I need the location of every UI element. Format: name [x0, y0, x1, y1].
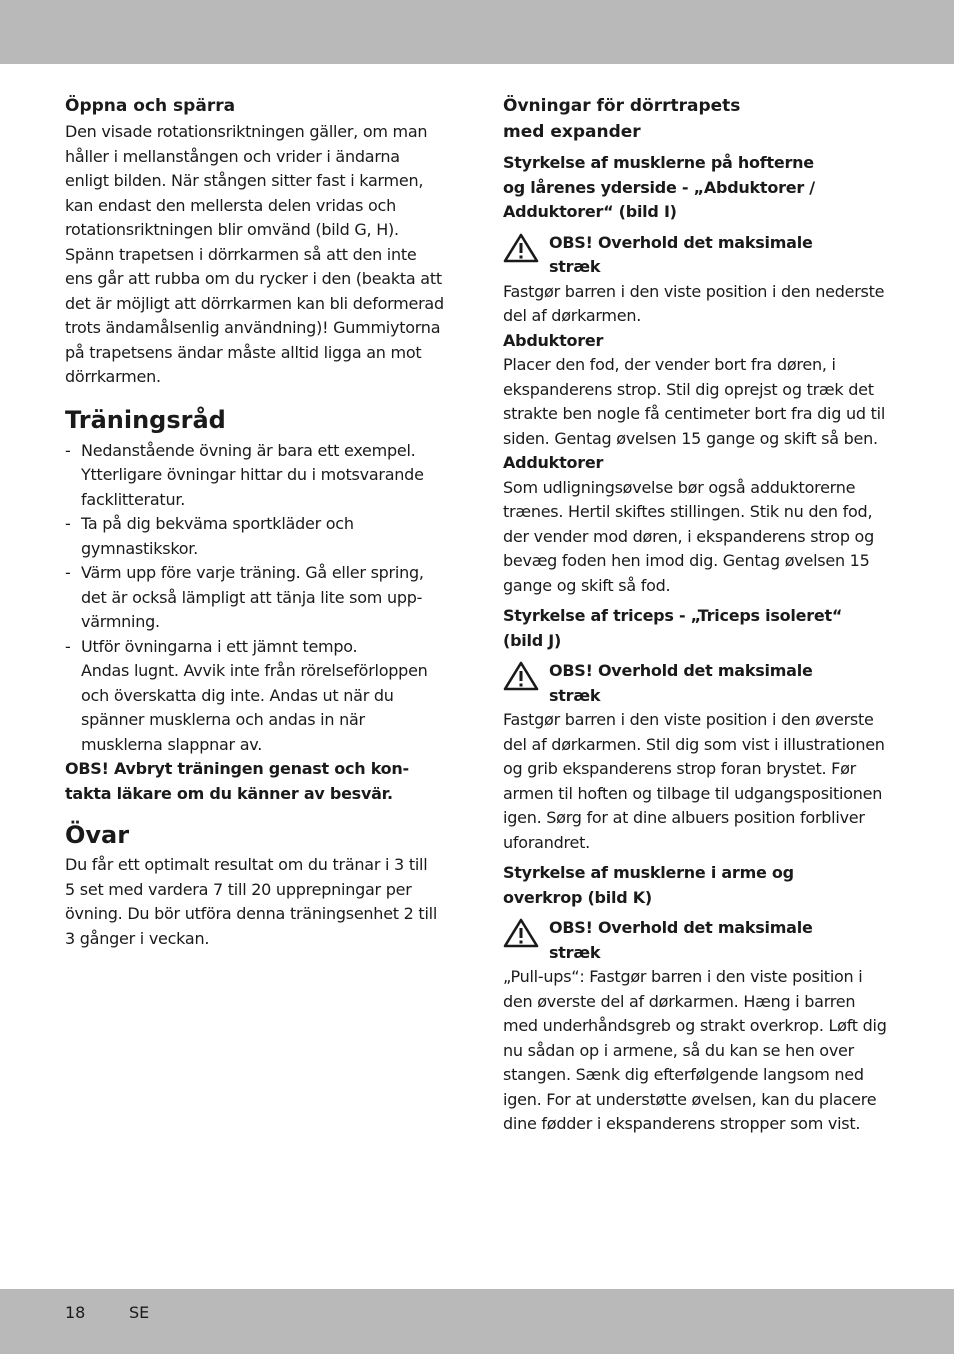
exercise-title-triceps: Styrkelse af triceps - „Triceps isoleret“ (bild J): [503, 606, 843, 650]
adduktorer-paragraph: Som udligningsøvelse bør også adduktorerne trænes. Hertil skiftes stillingen. Stik nu den fod, der vender mod døren, i ekspanderens strop og bevæg foden hen imod dig. Gentag øvelsen 15 gange og skift så fod.: [503, 477, 874, 595]
ovar-paragraph: Du får ett optimalt resultat om du tränar i 3 till 5 set med vardera 7 till 20 upprepningar per övning. Du bör utföra denna träningsenhet 2 till 3 gånger i veckan.: [65, 855, 438, 948]
abduktorer-paragraph: Placer den fod, der vender bort fra døren, i ekspanderens strop. Stil dig oprejst og træk det strakte ben nogle få centimeter bort fra dig ud til siden. Gentag øvelsen 15 gange og skift så ben.: [503, 355, 886, 448]
header-bar: [0, 0, 954, 64]
section-heading-ovar: Övar: [65, 821, 130, 849]
section-heading-oppna: Öppna och spärra: [65, 96, 236, 116]
list-item: - Utför övningarna i ett jämnt tempo. Andas lugnt. Avvik inte från rörelseförloppen och överskatta dig inte. Andas ut när du spänner musklerna och andas in när musklerna slappnar av.: [65, 635, 450, 758]
warning-box: [503, 916, 893, 965]
warning-text: OBS! Overhold det maksimale stræk: [549, 661, 813, 705]
training-warning: OBS! Avbryt träningen genast och kon- takta läkare om du känner av besvär.: [65, 759, 409, 803]
warning-triangle-icon: [503, 918, 539, 948]
right-column: [503, 93, 893, 1137]
left-column: [65, 93, 450, 951]
adduktorer-label: Adduktorer: [503, 453, 604, 472]
section-heading-traningsrad: Träningsråd: [65, 405, 226, 434]
exercises-heading: Övningar för dörrtrapets med expander: [503, 96, 741, 142]
pullups-paragraph: „Pull-ups“: Fastgør barren i den viste position i den øverste del af dørkarmen. Hæng i barren med underhåndsgreb og strakt overkrop. Løft dig nu sådan op i armene, så du kan se hen over stangen. Sænk dig efterfølgende langsom ned igen. For at understøtte øvelsen, kan du placere dine fødder i ekspanderens stropper som vist.: [503, 967, 887, 1133]
warning-box: [503, 659, 893, 708]
training-tips-list: [65, 439, 450, 758]
warning-triangle-icon: [503, 661, 539, 691]
exercise-intro: Fastgør barren i den viste position i den nederste del af dørkarmen.: [503, 281, 885, 325]
list-item: - Värm upp före varje träning. Gå eller spring, det är också lämpligt att tänja lite som upp- värmning.: [65, 561, 450, 635]
warning-box: [503, 231, 893, 280]
exercise-title-abduktorer: Styrkelse af musklerne på hofterne og lårenes yderside - „Abduktorer / Adduktorer“ (bild I): [503, 153, 815, 221]
page-number: 18: [65, 1303, 86, 1322]
warning-triangle-icon: [503, 233, 539, 263]
exercise-title-arms: Styrkelse af musklerne i arme og overkrop (bild K): [503, 863, 794, 907]
warning-text: OBS! Overhold det maksimale stræk: [549, 918, 813, 962]
abduktorer-label: Abduktorer: [503, 330, 604, 350]
triceps-paragraph: Fastgør barren i den viste position i den øverste del af dørkarmen. Stil dig som vist i illustrationen og grib ekspanderens strop foran brystet. Før armen til hoften og tilbage til udgangspositionen igen. Sørg for at dine albuers position forbliver uforandret.: [503, 710, 885, 852]
language-code: SE: [129, 1303, 150, 1322]
oppna-paragraph: Den visade rotationsriktningen gäller, om man håller i mellanstången och vrider i ändarna enligt bilden. När stången sitter fast i karmen, kan endast den mellersta delen vridas och rotationsriktningen blir omvänd (bild G, H). Spänn trapetsen i dörrkarmen så att den inte ens går att rubba om du rycker i den (beakta att det är möjligt att dörrkarmen kan bli deformerad trots ändamålsenlig användning)! Gummiytorna på trapetsens ändar måste alltid ligga an mot dörrkarmen.: [65, 122, 444, 386]
warning-text: OBS! Overhold det maksimale stræk: [549, 232, 813, 276]
list-item: - Ta på dig bekväma sportkläder och gymnastikskor.: [65, 512, 450, 561]
list-item: - Nedanstående övning är bara ett exempel. Ytterligare övningar hittar du i motsvarande facklitteratur.: [65, 439, 450, 513]
